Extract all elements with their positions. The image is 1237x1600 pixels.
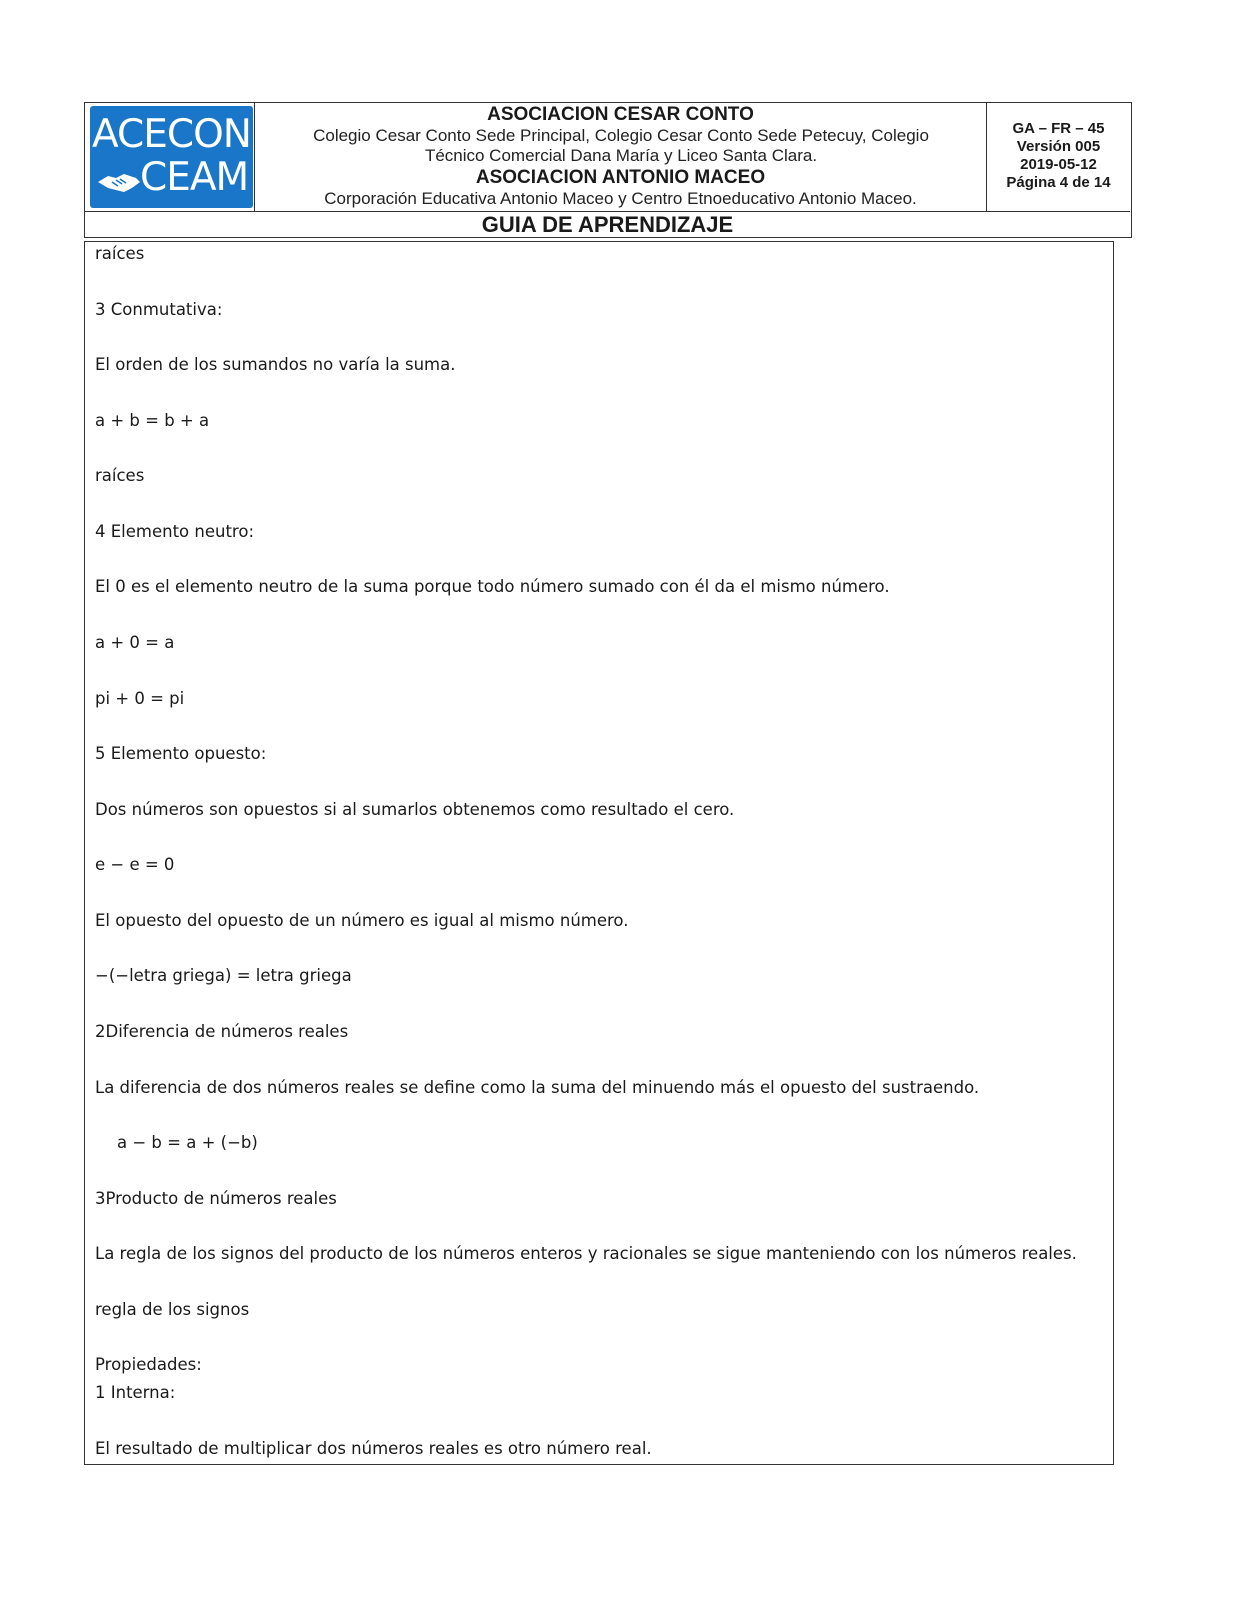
text-line: a + 0 = a — [95, 633, 175, 652]
text-line: La diferencia de dos números reales se define como la suma del minuendo más el opuesto del sustraendo. — [95, 1078, 980, 1097]
text-line: a − b = a + (−b) — [117, 1133, 258, 1152]
text-line: raíces — [95, 244, 145, 263]
text-line: Propiedades: — [95, 1355, 202, 1374]
document-version: Versión 005 — [1016, 138, 1101, 155]
text-line: a + b = b + a — [95, 411, 210, 430]
text-line: El resultado de multiplicar dos números reales es otro número real. — [95, 1439, 652, 1458]
text-line: 5 Elemento opuesto: — [95, 744, 267, 763]
text-line: −(−letra griega) = letra griega — [95, 966, 352, 985]
text-line: El 0 es el elemento neutro de la suma porque todo número sumado con él da el mismo número. — [95, 577, 890, 596]
text-line: e − e = 0 — [95, 855, 175, 874]
organization-cell — [255, 103, 987, 211]
org2-title: ASOCIACION ANTONIO MACEO — [475, 167, 766, 188]
org1-title: ASOCIACION CESAR CONTO — [487, 104, 754, 125]
text-line: pi + 0 = pi — [95, 689, 185, 708]
org1-schools: Colegio Cesar Conto Sede Principal, Colegio Cesar Conto Sede Petecuy, Colegio Técnico Comercial Dana María y Liceo Santa Clara. — [313, 126, 929, 165]
text-line: 1 Interna: — [95, 1383, 176, 1402]
document-info-cell — [987, 103, 1130, 211]
text-line: 2Diferencia de números reales — [95, 1022, 349, 1041]
text-line: Dos números son opuestos si al sumarlos obtenemos como resultado el cero. — [95, 800, 735, 819]
content-box — [84, 241, 1114, 1465]
document-code: GA – FR – 45 — [1012, 120, 1105, 137]
document-date: 2019-05-12 — [1020, 156, 1097, 173]
text-line: El opuesto del opuesto de un número es igual al mismo número. — [95, 911, 629, 930]
text-line: 3 Conmutativa: — [95, 300, 223, 319]
text-line: raíces — [95, 466, 145, 485]
handshake-icon — [96, 168, 142, 196]
text-line: La regla de los signos del producto de los números enteros y racionales se sigue manteniendo con los números reales. — [95, 1244, 1077, 1263]
document-header — [84, 102, 1132, 238]
text-line: El orden de los sumandos no varía la suma. — [95, 355, 456, 374]
document-title: GUIA DE APRENDIZAJE — [85, 211, 1130, 237]
acecon-ceam-logo — [90, 106, 253, 208]
page-number: Página 4 de 14 — [1006, 174, 1111, 191]
logo-line-1: ACECON — [92, 112, 251, 157]
text-line: 4 Elemento neutro: — [95, 522, 255, 541]
logo-line-2: CEAM — [140, 155, 249, 200]
text-line: 3Producto de números reales — [95, 1189, 337, 1208]
org2-schools: Corporación Educativa Antonio Maceo y Centro Etnoeducativo Antonio Maceo. — [324, 189, 917, 208]
logo-cell — [85, 103, 255, 211]
text-line: regla de los signos — [95, 1300, 250, 1319]
